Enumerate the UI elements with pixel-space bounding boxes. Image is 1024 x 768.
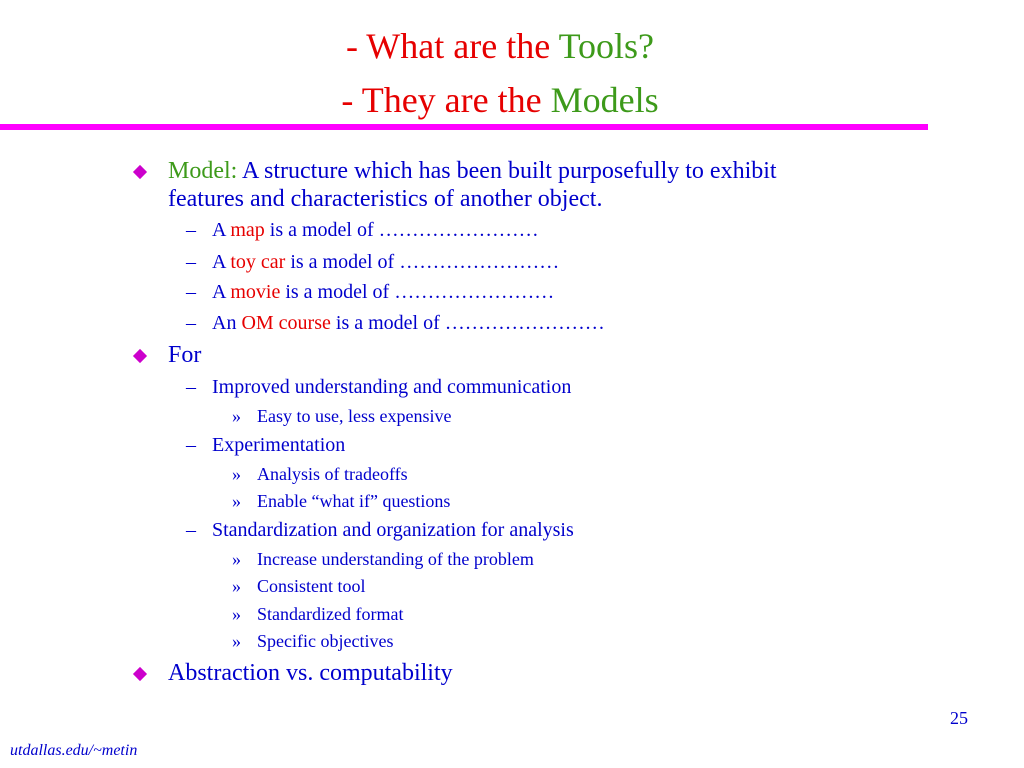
example-suffix: is a model of ……………………	[290, 251, 560, 273]
example-item	[212, 250, 559, 274]
example-prefix: A	[212, 219, 226, 241]
sub-bullet-marker: »	[232, 549, 241, 569]
dash-bullet: –	[186, 219, 196, 241]
example-suffix: is a model of ……………………	[269, 219, 539, 241]
example-prefix: An	[212, 312, 237, 334]
sub-bullet-marker: »	[232, 491, 241, 511]
for-item-label: Experimentation	[212, 434, 346, 456]
model-definition-text: A structure which has been built purposefully to exhibit	[242, 158, 777, 184]
for-item-label: Improved understanding and communication	[212, 376, 572, 398]
title-line-2	[0, 78, 1000, 122]
example-item	[212, 311, 605, 335]
dash-bullet: –	[186, 312, 196, 334]
for-sub-item: Increase understanding of the problem	[257, 549, 534, 569]
for-sub-item: Consistent tool	[257, 576, 366, 596]
for-heading: For	[168, 342, 202, 368]
example-term: map	[230, 219, 265, 241]
sub-bullet-marker: »	[232, 464, 241, 484]
dash-bullet: –	[186, 519, 196, 541]
sub-bullet-marker: »	[232, 604, 241, 624]
example-prefix: A	[212, 281, 226, 303]
footer-url: utdallas.edu/~metin	[10, 742, 138, 759]
for-sub-item: Easy to use, less expensive	[257, 406, 452, 426]
title-tools-word: Tools?	[558, 26, 655, 66]
title-line-1-prefix: - What are the	[345, 26, 551, 66]
for-sub-item: Enable “what if” questions	[257, 491, 451, 511]
model-label: Model:	[168, 158, 238, 184]
abstraction-bullet: Abstraction vs. computability	[168, 660, 453, 686]
example-prefix: A	[212, 251, 226, 273]
example-term: toy car	[230, 251, 286, 273]
for-sub-item: Analysis of tradeoffs	[257, 464, 408, 484]
dash-bullet: –	[186, 281, 196, 303]
for-sub-item: Standardized format	[257, 604, 404, 624]
model-definition-line1	[168, 157, 777, 185]
page-number: 25	[950, 708, 968, 728]
dash-bullet: –	[186, 376, 196, 398]
dash-bullet: –	[186, 251, 196, 273]
example-item	[212, 218, 539, 242]
sub-bullet-marker: »	[232, 631, 241, 651]
for-sub-item: Specific objectives	[257, 631, 394, 651]
model-definition-line2: features and characteristics of another object.	[168, 186, 603, 212]
diamond-bullet-icon	[133, 667, 147, 681]
example-term: OM course	[241, 312, 331, 334]
example-suffix: is a model of ……………………	[335, 312, 605, 334]
diamond-bullet-icon	[133, 165, 147, 179]
title-models-word: Models	[550, 80, 659, 120]
sub-bullet-marker: »	[232, 576, 241, 596]
dash-bullet: –	[186, 434, 196, 456]
title-divider	[0, 124, 928, 130]
example-suffix: is a model of ……………………	[285, 281, 555, 303]
for-item-label: Standardization and organization for analysis	[212, 519, 574, 541]
example-item	[212, 280, 554, 304]
title-line-2-prefix: - They are the	[341, 80, 542, 120]
title-line-1	[0, 24, 1000, 68]
example-term: movie	[230, 281, 281, 303]
sub-bullet-marker: »	[232, 406, 241, 426]
diamond-bullet-icon	[133, 349, 147, 363]
